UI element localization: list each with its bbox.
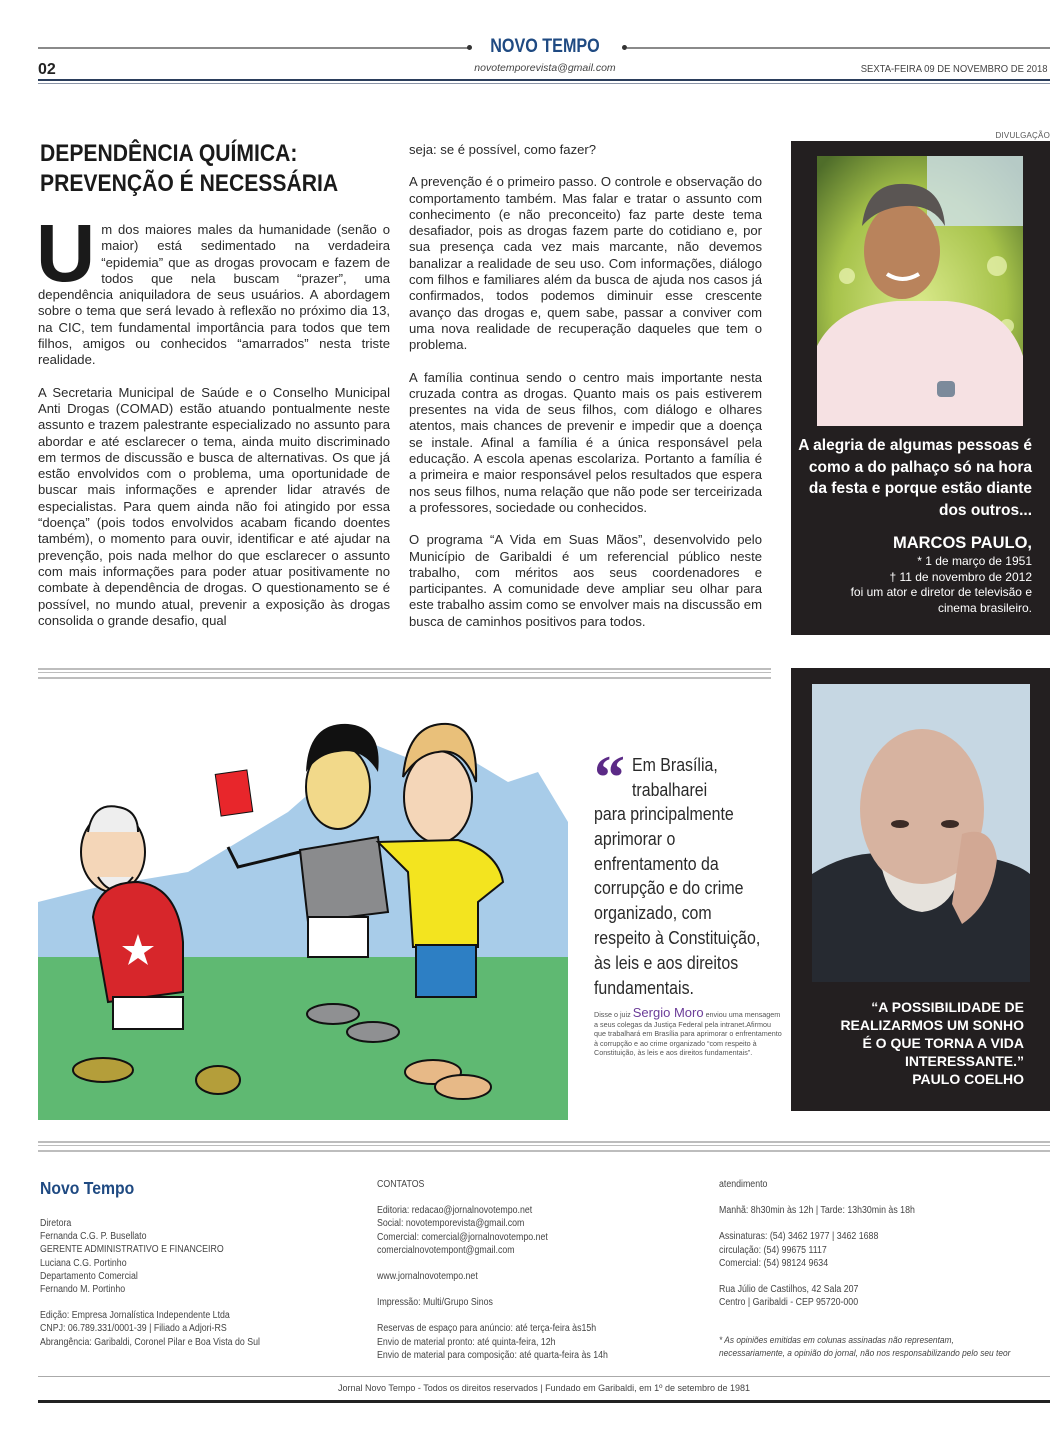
article-title [40, 139, 348, 199]
contact-editoria[interactable]: Editoria: redacao@jornalnovotempo.net [377, 1205, 533, 1217]
marcos-paulo-quote: A alegria de algumas pessoas é como a do palhaço só na hora da festa e porque estão diante dos outros... [798, 437, 1032, 519]
footer-staff: Diretora Fernanda C.G. P. Busellato GERENTE ADMINISTRATIVO E FINANCEIRO Luciana C.G. Portinho Departamento Comercial Fernando M. Portinho Edição: Empresa Jornalística Independente Ltda CNPJ: 06.789.331/0001-39 | Filiado a Adjori-RS Abrangência: Garibaldi, Coronel Pilar e Boa Vista do Sul [40, 1218, 260, 1348]
article-paragraph-2-cont: seja: se é possível, como fazer? [409, 142, 597, 157]
marcos-paulo-photo [817, 156, 1023, 426]
header-rule-thin [38, 83, 1050, 84]
paulo-coelho-photo [812, 684, 1030, 982]
footer-contacts: CONTATOS Editoria: redacao@jornalnovotempo.net Social: novotemporevista@gmail.com Comercial: comercial@jornalnovotempo.net comercialnovotempont@gmail.com www.jornalnovotempo.net Impressão: Multi/Grupo Sinos Reservas de espaço para anúncio: até terça-feira às15h Envio de material pronto: até quinta-feira, 12h Envio de material para composição: até quarta-feira às 14h [377, 1179, 608, 1361]
footer-heavy-rule [38, 1400, 1050, 1403]
moro-quote-lines-indented: Em Brasília, trabalharei [632, 754, 718, 800]
footer-brand: Novo Tempo [40, 1178, 135, 1198]
footer-copyright: Jornal Novo Tempo - Todos os direitos reservados | Fundado em Garibaldi, em 1º de setembro de 1981 [337, 1383, 750, 1393]
header-rule [38, 79, 1050, 81]
header-dot-left [467, 45, 472, 50]
masthead-brand: NOVO TEMPO [490, 36, 600, 57]
moro-quote-lines: para principalmente aprimorar o enfrentamento da corrupção e do crime organizado, com respeito à Constituição, às leis e aos direitos fundamentais. [594, 803, 761, 998]
article-paragraph-2: A Secretaria Municipal de Saúde e o Conselho Municipal Anti Drogas (COMAD) estão atuando pontualmente neste assunto e trazem palestrante especializado no assunto para abordar e até esclarecer o tema, ainda muito discriminado em termos de discussão e busca de alternativas. Os que já estão envolvidos com o problema, uma oportunidade de buscar mais informações e aprender lidar através de especialistas. Para quem ainda não foi atingido por essa “doença” (pois todos envolvidos acabam ficando doentes também), o momento para ouvir, identificar e até ajudar na prevenção, pois nada melhor do que esclarecer o assunto com mais informações para poder atuar positivamente no combate à dependência de drogas. O questionamento se é possível, no mundo atual, prevenir a exposição às drogas consolida o grande desafio, qual [38, 384, 390, 628]
drop-cap: U [36, 208, 96, 299]
moro-caption: Disse o juiz Sergio Moro enviou uma mensagem a seus colegas da Justiça Federal pela intranet.Afirmou que trabalhará em Brasília para aprimorar o enfrentamento à corrupção e ao crime organizado “com respeito à Constituição, às leis e aos direitos fundamentais”. [594, 1005, 782, 1058]
contact-comercial-gmail[interactable]: comercialnovotempont@gmail.com [377, 1244, 515, 1256]
header-line-left [38, 47, 468, 49]
marcos-paulo-name: MARCOS PAULO, [892, 534, 1032, 552]
paulo-coelho-box [791, 668, 1050, 1111]
contact-social[interactable]: Social: novotemporevista@gmail.com [377, 1218, 525, 1230]
issue-date: SEXTA-FEIRA 09 DE NOVEMBRO DE 2018 [861, 63, 1048, 75]
article-paragraph-4: A família continua sendo o centro mais importante nesta cruzada contra as drogas. Quanto mais os pais estiverem presentes na vida de seus filhos, com diálogo e olhares atentos, mais chances de prevenir e impedir que a doença se instale. Afinal a família é a única responsável pela educação. A escola apenas escolariza. Portanto a família é a primeira e maior responsável pelos resultados que espera nos seus filhos, numa relação que não pode ser terceirizada a professores, sociedade ou conhecidos. [409, 369, 762, 515]
marcos-paulo-bio: * 1 de março de 1951 † 11 de novembro de 2012 foi um ator e diretor de televisão e cinema brasileiro. [850, 554, 1032, 615]
paulo-coelho-quote: “A POSSIBILIDADE DE REALIZARMOS UM SONHO É O QUE TORNA A VIDA INTERESSANTE.” PAULO COELHO [794, 998, 1024, 1088]
page-number: 02 [38, 61, 56, 78]
article-column-2 [409, 142, 762, 646]
editorial-cartoon [38, 702, 568, 1120]
paulo-coelho-name: PAULO COELHO [912, 1071, 1024, 1087]
marcos-paulo-box [791, 141, 1050, 635]
header-email[interactable]: novotemporevista@gmail.com [474, 62, 616, 74]
footer-divider [38, 1141, 1050, 1152]
section-divider [38, 668, 771, 679]
contact-comercial[interactable]: Comercial: comercial@jornalnovotempo.net [377, 1231, 548, 1243]
article-title-line1: DEPENDÊNCIA QUÍMICA: [40, 140, 298, 167]
footer-thin-rule [38, 1376, 1050, 1377]
website-link[interactable]: www.jornalnovotempo.net [377, 1271, 478, 1283]
article-column-1 [36, 208, 390, 645]
article-title-line2: PREVENÇÃO É NECESSÁRIA [40, 170, 339, 197]
quote-mark-icon: “ [594, 744, 625, 812]
article-paragraph-1: Um dos maiores males da humanidade (senão o maior) está sedimentado na verdadeira “epidemia” que as drogas provocam e fazem de todos que nela buscam “prazer”, uma dependência aniquiladora de seus usuários. A abordagem sobre o tema que será levado à reflexão no próximo dia 13, na CIC, tem fundamental importância para todos que tem filhos, amigos ou conhecidos “amarrados” nesta triste realidade. [36, 208, 390, 368]
header-line-right [627, 47, 1050, 49]
footer-service: atendimento Manhã: 8h30min às 12h | Tarde: 13h30min às 18h Assinaturas: (54) 3462 1977 | 3462 1688 circulação: (54) 99675 1117 Comercial: (54) 98124 9634 Rua Júlio de Castilhos, 42 Sala 207 Centro | Garibaldi - CEP 95720-000 * As opiniões emitidas em colunas assinadas não representam, necessariamente, a opinião do jornal, não nos responsabilizando pelo seu teor [719, 1179, 1011, 1359]
moro-name: Sergio Moro [632, 1005, 704, 1020]
article-paragraph-3: A prevenção é o primeiro passo. O controle e observação do comportamento também. Mas falar e tratar o assunto com conhecimento (e não preconceito) faz parte deste tema desafiador, pois as drogas fazem parte do cotidiano e, por sua presença cada vez mais marcante, não devemos banalizar a realidade de seu uso. Com informações, diálogo com filhos e familiares além da busca de ajuda nos casos já confirmados, todos podemos diminuir esse crescente avanço das drogas e, quem sabe, passar a conviver com uma nova realidade de recuperação daqueles que tem o problema. [409, 174, 762, 353]
article-paragraph-5: O programa “A Vida em Suas Mãos”, desenvolvido pelo Município de Garibaldi é um referencial público neste trabalho, com méritos aos seus coordenadores e participantes. A comunidade deve ampliar seu olhar para este trabalho assim como se envolver mais na discussão em busca de caminhos positivos para todos. [409, 532, 762, 629]
photo-credit: DIVULGAÇÃO [995, 131, 1050, 140]
